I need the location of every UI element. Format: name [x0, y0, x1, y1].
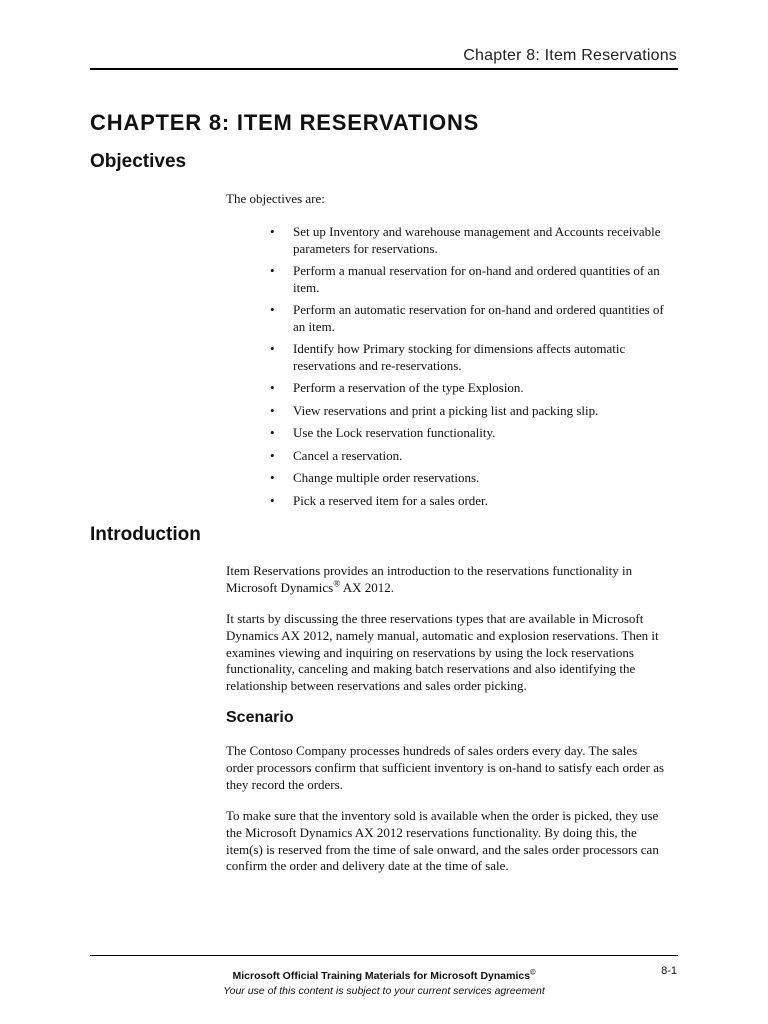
list-item: • Identify how Primary stocking for dimensions affects automatic reservations and re-reservations. [226, 341, 666, 374]
chapter-title: CHAPTER 8: ITEM RESERVATIONS [90, 110, 480, 135]
list-item: • Use the Lock reservation functionality. [226, 425, 666, 442]
introduction-heading: Introduction [90, 524, 201, 545]
objectives-intro: The objectives are: [226, 191, 325, 206]
objectives-heading: Objectives [90, 151, 187, 172]
objectives-list [226, 224, 666, 515]
registered-mark: ® [333, 578, 341, 589]
list-item: • Change multiple order reservations. [226, 470, 666, 487]
introduction-paragraph-1 [226, 563, 666, 597]
scenario-paragraph-2: To make sure that the inventory sold is available when the order is picked, they use the Microsoft Dynamics AX 2012 reservations functionality. By doing this, the item(s) is reserved from the time of sale onward, and the sales order processors can confirm the order and delivery date at the time of sale. [226, 808, 659, 874]
list-item: • Set up Inventory and warehouse management and Accounts receivable parameters for reservations. [226, 224, 666, 257]
list-item: • Pick a reserved item for a sales order. [226, 493, 666, 510]
running-header: Chapter 8: Item Reservations [463, 47, 677, 64]
list-item: • Cancel a reservation. [226, 448, 666, 465]
list-item: • View reservations and print a picking list and packing slip. [226, 403, 666, 420]
footer-notice: Your use of this content is subject to your current services agreement [223, 985, 545, 997]
scenario-paragraph-1: The Contoso Company processes hundreds of sales orders every day. The sales order processors confirm that sufficient inventory is on-hand to satisfy each order as they record the orders. [226, 743, 665, 792]
footer-divider [90, 955, 678, 956]
introduction-paragraph-2: It starts by discussing the three reservations types that are available in Microsoft Dynamics AX 2012, namely manual, automatic and explosion reservations. Then it examines viewing and inquiring on reservations by using the lock reservations functionality, canceling and making batch reservations and also identifying the relationship between reservations and sales order picking. [226, 611, 659, 694]
introduction-text-start: Item Reservations provides an introduction to the reservations functionality in Microsoft Dynamics [226, 563, 633, 595]
list-item: • Perform an automatic reservation for on-hand and ordered quantities of an item. [226, 302, 666, 335]
list-item: • Perform a manual reservation for on-hand and ordered quantities of an item. [226, 263, 666, 296]
footer-mark: © [530, 967, 536, 977]
introduction-text-end: AX 2012. [340, 579, 394, 595]
footer-title [0, 967, 768, 982]
list-item: • Perform a reservation of the type Explosion. [226, 380, 666, 397]
header-divider [90, 68, 678, 70]
page-number: 8-1 [661, 965, 677, 977]
footer-title-text: Microsoft Official Training Materials for Microsoft Dynamics [232, 970, 531, 982]
scenario-heading: Scenario [226, 709, 294, 726]
